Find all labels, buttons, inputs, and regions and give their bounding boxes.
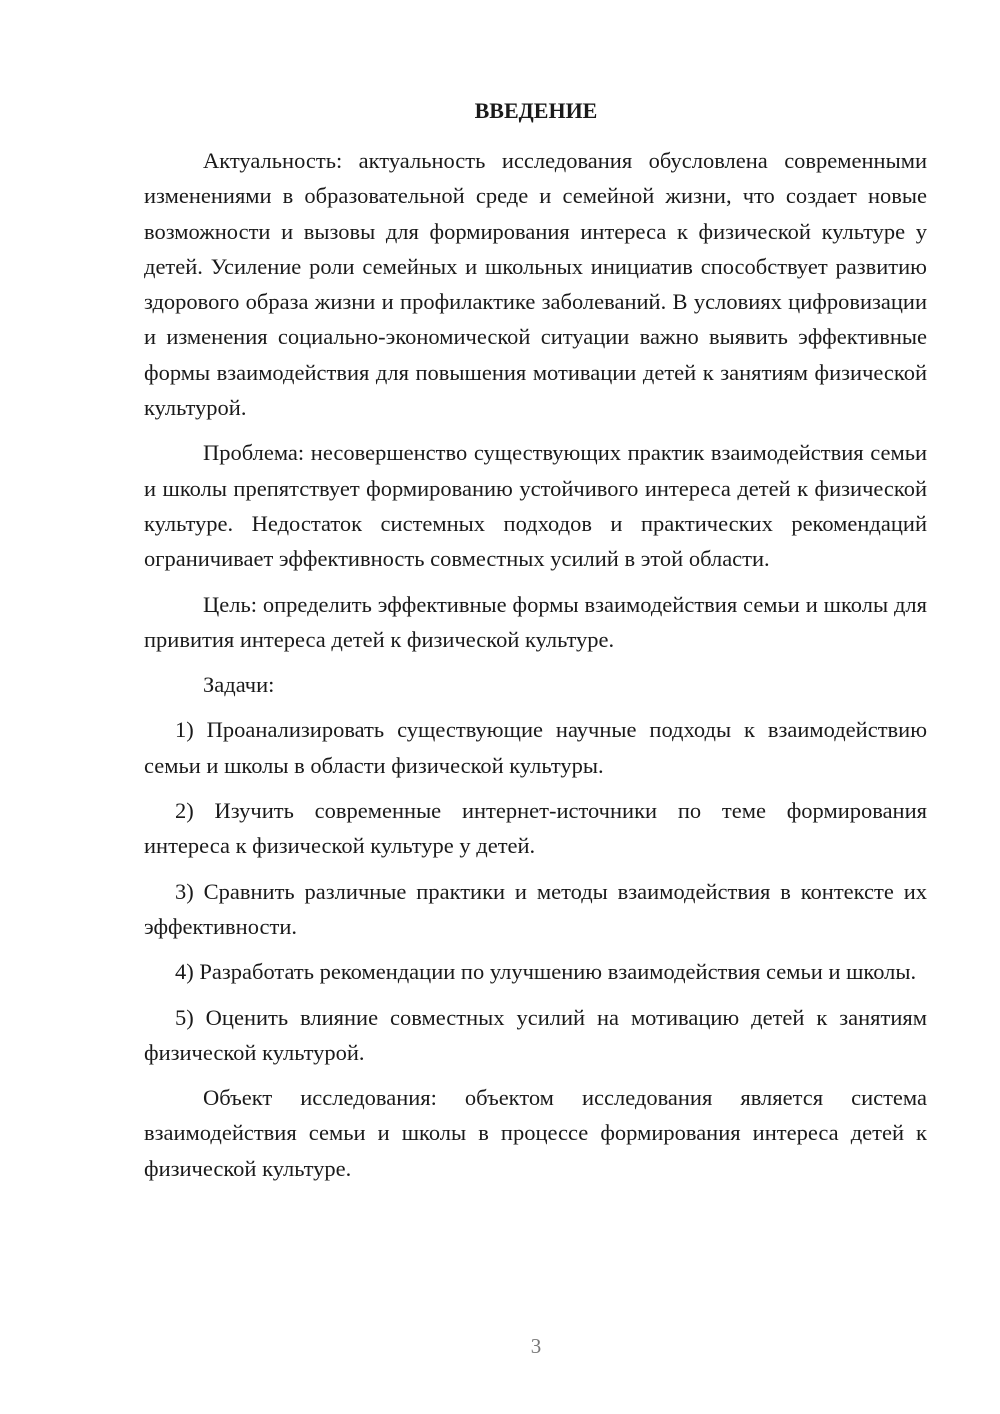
paragraph-goal: Цель: определить эффективные формы взаимодействия семьи и школы для привития интереса детей к физической культуре. bbox=[144, 591, 927, 652]
document-body bbox=[144, 143, 927, 1196]
paragraph-problem: Проблема: несовершенство существующих практик взаимодействия семьи и школы препятствует формированию устойчивого интереса детей к физической культуре. Недостаток системных подходов и практических рекомендаций ограничивает эффективность совместных усилий в этой области. bbox=[144, 440, 927, 572]
task-item-2: 2) Изучить современные интернет-источники по теме формирования интереса к физической культуре у детей. bbox=[144, 798, 927, 859]
task-item-1: 1) Проанализировать существующие научные подходы к взаимодействию семьи и школы в области физической культуры. bbox=[144, 717, 927, 778]
task-item-3: 3) Сравнить различные практики и методы взаимодействия в контексте их эффективности. bbox=[144, 878, 927, 939]
paragraph-relevance: Актуальность: актуальность исследования обусловлена современными изменениями в образовательной среде и семейной жизни, что создает новые возможности и вызовы для формирования интереса к физической культуре у детей. Усиление роли семейных и школьных инициатив способствует развитию здорового образа жизни и профилактике заболеваний. В условиях цифровизации и изменения социально-экономической ситуации важно выявить эффективные формы взаимодействия для повышения мотивации детей к занятиям физической культурой. bbox=[144, 148, 927, 421]
page-number: 3 bbox=[530, 1334, 542, 1358]
page-title: ВВЕДЕНИЕ bbox=[474, 98, 598, 123]
task-item-4: 4) Разработать рекомендации по улучшению взаимодействия семьи и школы. bbox=[175, 959, 917, 985]
tasks-heading: Задачи: bbox=[203, 672, 275, 698]
paragraph-object: Объект исследования: объектом исследования является система взаимодействия семьи и школы в процессе формирования интереса детей к физической культуре. bbox=[144, 1085, 927, 1181]
task-item-5: 5) Оценить влияние совместных усилий на мотивацию детей к занятиям физической культурой. bbox=[144, 1004, 927, 1065]
